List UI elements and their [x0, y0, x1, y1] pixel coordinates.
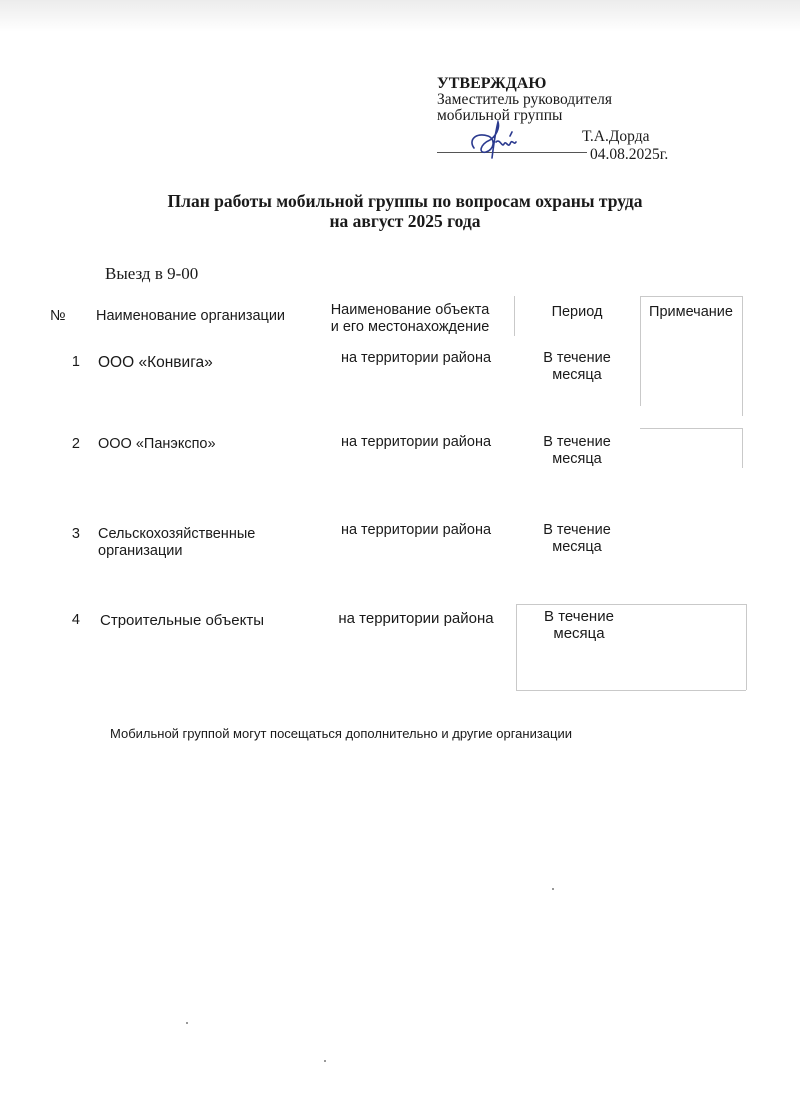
- departure-time: Выезд в 9-00: [105, 264, 199, 283]
- header-organization: Наименование организации: [96, 308, 286, 324]
- header-num: №: [50, 308, 66, 324]
- row3-organization: [98, 526, 255, 560]
- row4-period-line2: месяца: [553, 625, 605, 642]
- row1-object: на территории района: [340, 350, 492, 366]
- table-border: [640, 428, 742, 429]
- header-note: Примечание: [649, 304, 733, 320]
- signer-name: Т.А.Дорда: [582, 128, 650, 145]
- row2-organization: ООО «Панэкспо»: [98, 436, 216, 452]
- title-line2: на август 2025 года: [329, 211, 481, 231]
- header-object-line2: и его местонахождение: [330, 319, 490, 335]
- table-border: [742, 296, 743, 416]
- row1-organization: ООО «Конвига»: [98, 354, 213, 371]
- row1-period-line2: месяца: [552, 367, 602, 383]
- table-border: [516, 604, 746, 605]
- title-line1: План работы мобильной группы по вопросам охраны труда: [167, 191, 643, 211]
- row4-period: [516, 608, 642, 642]
- table-border: [746, 604, 747, 690]
- approval-position-line1: Заместитель руководителя: [437, 91, 613, 108]
- approval-block: [437, 76, 737, 124]
- row4-object: на территории района: [338, 610, 494, 627]
- row3-period-line1: В течение: [543, 522, 611, 538]
- header-object: [316, 302, 504, 336]
- scan-edge-shadow: [0, 0, 800, 32]
- scan-speck: [552, 888, 554, 890]
- row1-period-line1: В течение: [543, 350, 611, 366]
- row2-object: на территории района: [340, 434, 492, 450]
- scan-speck: [186, 1022, 188, 1024]
- approval-heading: УТВЕРЖДАЮ: [437, 75, 547, 92]
- table-border: [640, 296, 742, 297]
- row3-object: на территории района: [340, 522, 492, 538]
- scan-speck: [324, 1060, 326, 1062]
- row4-organization: Строительные объекты: [100, 612, 264, 629]
- approval-date: 04.08.2025г.: [590, 146, 669, 163]
- approval-position-line2: мобильной группы: [437, 107, 563, 124]
- header-object-line1: Наименование объекта: [330, 302, 490, 318]
- row3-organization-line1: Сельскохозяйственные: [98, 526, 256, 542]
- row3-period-line2: месяца: [552, 539, 602, 555]
- row4-period-line1: В течение: [544, 608, 614, 625]
- row2-period-line1: В течение: [543, 434, 611, 450]
- document-title: [60, 191, 750, 231]
- row4-num: 4: [71, 612, 80, 628]
- row3-num: 3: [71, 526, 80, 542]
- header-period: Период: [551, 304, 603, 320]
- row1-num: 1: [71, 354, 80, 370]
- row1-period: [514, 350, 640, 384]
- table-border: [516, 690, 746, 691]
- row2-period: [514, 434, 640, 468]
- row3-period: [514, 522, 640, 556]
- footnote: Мобильной группой могут посещаться дополнительно и другие организации: [110, 726, 573, 741]
- table-border: [742, 428, 743, 468]
- handwritten-signature: [466, 118, 526, 164]
- row3-organization-line2: организации: [98, 543, 183, 559]
- row2-num: 2: [71, 436, 80, 452]
- row2-period-line2: месяца: [552, 451, 602, 467]
